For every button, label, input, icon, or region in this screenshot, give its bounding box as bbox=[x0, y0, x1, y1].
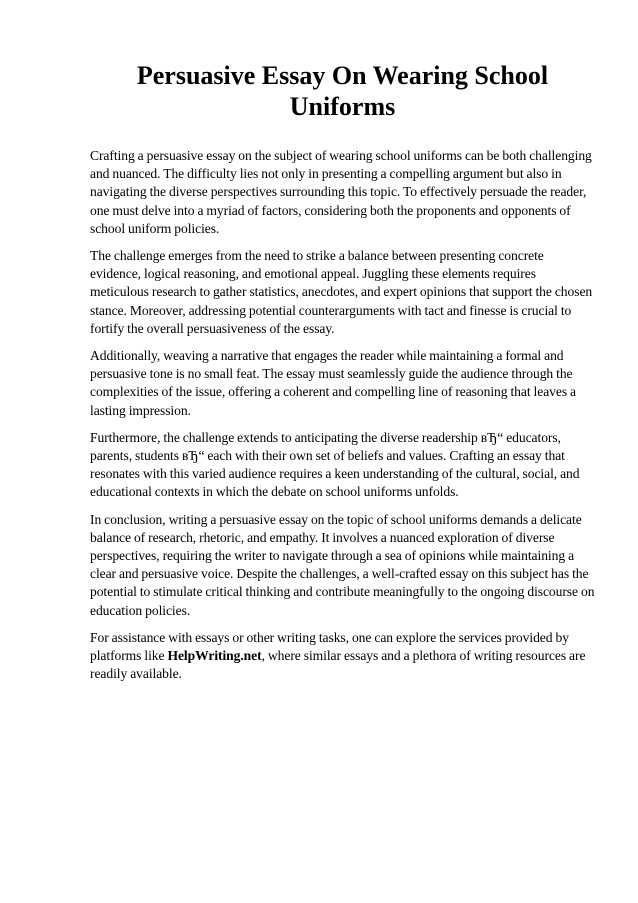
essay-body bbox=[90, 147, 595, 692]
paragraph-audience: Furthermore, the challenge extends to anticipating the diverse readership вЂ“ educators, parents, students вЂ“ each with their own set of beliefs and values. Crafting an essay that resonates with this varied audience requires a keen understanding of the cultural, social, and educational contexts in which the debate on school uniforms unfolds. bbox=[90, 429, 580, 500]
paragraph-challenge: The challenge emerges from the need to strike a balance between presenting concrete evidence, logical reasoning, and emotional appeal. Juggling these elements requires meticulous research to gather statistics, anecdotes, and expert opinions that support the chosen stance. Moreover, addressing potential counterarguments with tact and finesse is crucial to fortify the overall persuasiveness of the essay. bbox=[90, 248, 593, 336]
helpwriting-link[interactable]: HelpWriting.net bbox=[167, 648, 262, 664]
closing-text-after: , where similar essays and a plethora of writing resources are readily available. bbox=[90, 648, 586, 682]
paragraph-closing bbox=[90, 629, 595, 684]
paragraph-narrative: Additionally, weaving a narrative that engages the reader while maintaining a formal and persuasive tone is no small feat. The essay must seamlessly guide the audience through the complexities of the issue, offering a coherent and compelling line of reasoning that leaves a lasting impression. bbox=[90, 348, 577, 418]
paragraph-intro: Crafting a persuasive essay on the subject of wearing school uniforms can be both challenging and nuanced. The difficulty lies not only in presenting a compelling argument but also in navigating the diverse perspectives surrounding this topic. To effectively persuade the reader, one must delve into a myriad of factors, considering both the proponents and opponents of school uniform policies. bbox=[90, 148, 592, 236]
closing-text-before: For assistance with essays or other writing tasks, one can explore the services provided by platforms like bbox=[90, 629, 569, 664]
paragraph-conclusion: In conclusion, writing a persuasive essay on the topic of school uniforms demands a delicate balance of research, rhetoric, and empathy. It involves a nuanced exploration of diverse perspectives, requiring the writer to navigate through a sea of opinions while maintaining a clear and persuasive voice. Despite the challenges, a well-crafted essay on this subject has the potential to stimulate critical thinking and contribute meaningfully to the ongoing discourse on education policies. bbox=[90, 511, 595, 618]
page-title: Persuasive Essay On Wearing School Uniforms bbox=[136, 61, 549, 121]
